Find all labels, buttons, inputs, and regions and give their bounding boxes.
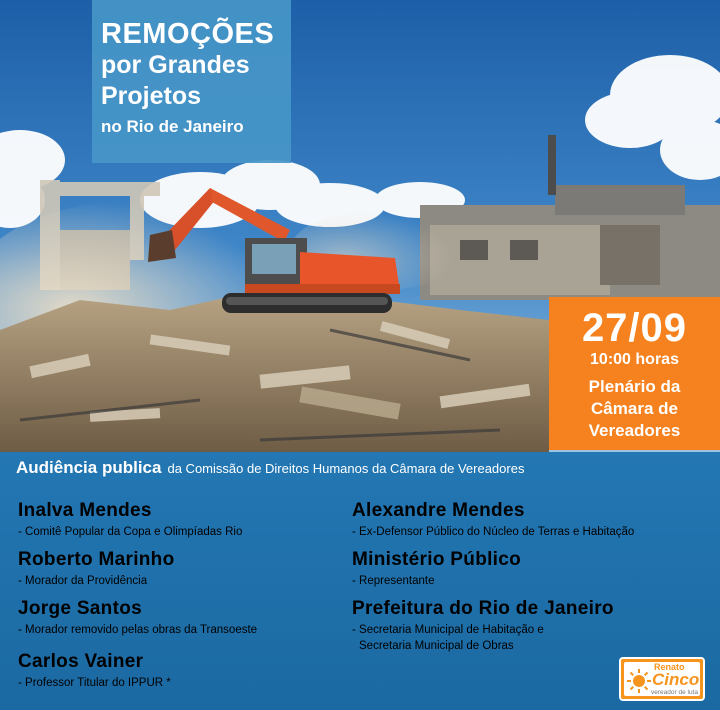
speaker-item xyxy=(352,549,521,589)
speaker-role: - Morador removido pelas obras da Transoeste xyxy=(18,624,258,636)
logo-tagline: vereador de luta xyxy=(651,689,698,696)
event-place-line: Plenário da xyxy=(588,377,681,396)
speaker-name: Prefeitura do Rio de Janeiro xyxy=(352,598,614,619)
speaker-name: Roberto Marinho xyxy=(18,549,175,570)
speaker-name: Carlos Vainer xyxy=(18,651,144,672)
title-line: por Grandes xyxy=(101,51,250,79)
event-place xyxy=(549,376,720,442)
event-date-box xyxy=(549,297,720,450)
speaker-item xyxy=(18,651,171,691)
speaker-item xyxy=(18,549,175,589)
speaker-role: - Comitê Popular da Copa e Olimpíadas Rio xyxy=(18,526,243,538)
logo-text-main: Cinco xyxy=(652,670,700,689)
title-line: Projetos xyxy=(101,82,202,110)
title-box xyxy=(92,0,291,163)
event-time: 10:00 horas xyxy=(590,351,679,368)
title-subtitle: no Rio de Janeiro xyxy=(101,117,244,136)
audiencia-title: Audiência publica xyxy=(16,458,162,477)
renato-cinco-logo xyxy=(619,657,705,701)
title-line: REMOÇÕES xyxy=(101,18,275,50)
audiencia-description: da Comissão de Direitos Humanos da Câmara de Vereadores xyxy=(167,461,525,476)
speaker-name: Jorge Santos xyxy=(18,598,142,619)
logo-inner xyxy=(624,662,700,696)
speaker-role: Secretaria Municipal de Obras xyxy=(359,640,514,652)
speaker-role: - Ex-Defensor Público do Núcleo de Terras e Habitação xyxy=(352,526,635,538)
logo-text-top: Renato xyxy=(654,662,685,672)
audiencia-heading xyxy=(16,458,524,478)
event-date: 27/09 xyxy=(581,306,688,350)
speaker-role: - Representante xyxy=(352,575,435,587)
speaker-role: - Professor Titular do IPPUR * xyxy=(18,677,171,689)
speaker-item xyxy=(18,500,242,540)
speaker-item xyxy=(352,598,614,654)
speaker-name: Ministério Público xyxy=(352,549,522,570)
speaker-item xyxy=(18,598,257,638)
speaker-name: Alexandre Mendes xyxy=(352,500,525,521)
speaker-item xyxy=(352,500,634,540)
speaker-name: Inalva Mendes xyxy=(18,500,152,521)
event-place-line: Câmara de xyxy=(591,399,678,418)
sun-icon xyxy=(626,668,652,694)
speaker-role: - Morador da Providência xyxy=(18,575,148,587)
speaker-role: - Secretaria Municipal de Habitação e xyxy=(352,624,544,636)
event-place-line: Vereadores xyxy=(588,421,681,440)
